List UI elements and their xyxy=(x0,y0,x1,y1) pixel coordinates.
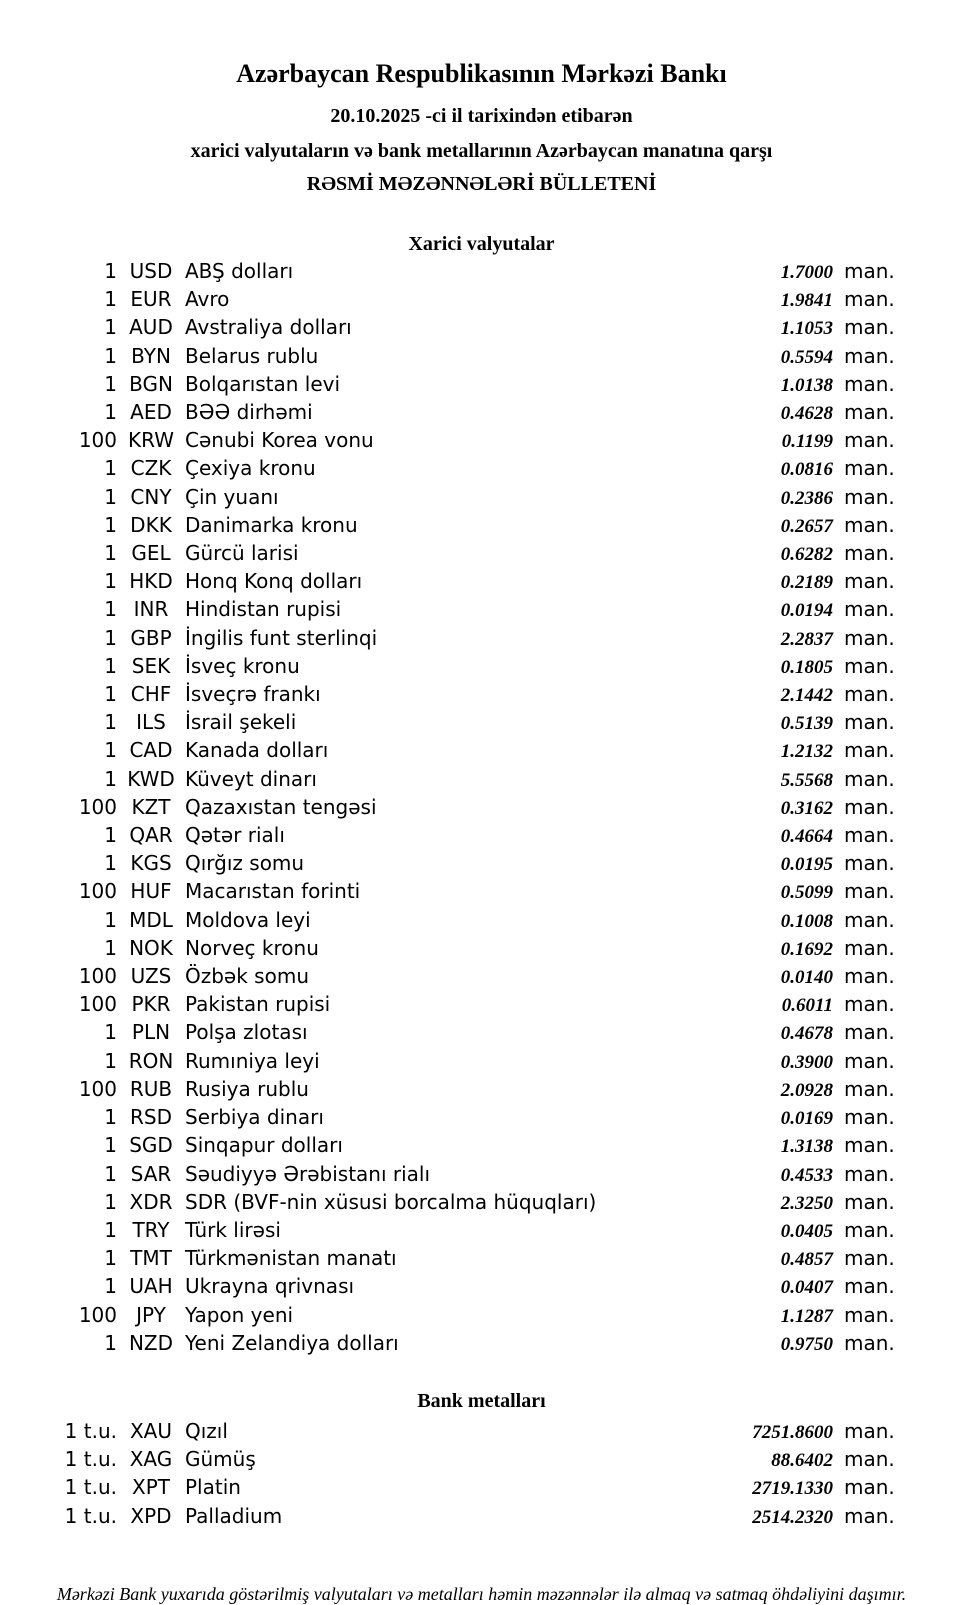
unit-cell: man. xyxy=(844,851,895,876)
quantity-cell: 1 xyxy=(104,851,117,876)
rate-value-cell: 0.0169 xyxy=(780,1108,833,1130)
quantity-cell: 1 xyxy=(104,738,117,763)
rate-row xyxy=(0,681,893,709)
currency-code-cell: KRW xyxy=(128,428,174,453)
unit-cell: man. xyxy=(844,1161,895,1186)
unit-cell: man. xyxy=(844,1217,895,1242)
quantity-cell: 1 xyxy=(104,1161,117,1186)
effective-date-line: 20.10.2025 -ci il tarixindən etibarən xyxy=(330,105,633,127)
quantity-cell: 1 xyxy=(104,456,117,481)
unit-cell: man. xyxy=(844,569,895,594)
rate-value-cell: 2.1442 xyxy=(780,685,833,707)
rate-value-cell: 0.4533 xyxy=(780,1164,833,1186)
unit-cell: man. xyxy=(844,428,895,453)
currency-code-cell: MDL xyxy=(129,907,173,932)
rate-value-cell: 0.9750 xyxy=(780,1333,833,1355)
rate-row xyxy=(0,371,893,399)
quantity-cell: 1 xyxy=(104,400,117,425)
quantity-cell: 100 xyxy=(78,879,117,904)
currency-code-cell: XPT xyxy=(132,1475,170,1500)
rate-row xyxy=(0,878,893,906)
unit-cell: man. xyxy=(844,625,895,650)
rate-row xyxy=(0,737,893,765)
unit-cell: man. xyxy=(844,1246,895,1271)
currency-code-cell: EUR xyxy=(130,287,172,312)
currency-name-cell: Cənubi Korea vonu xyxy=(185,428,374,453)
quantity-cell: 1 xyxy=(104,1048,117,1073)
currency-name-cell: Palladium xyxy=(185,1503,283,1528)
currency-name-cell: Sinqapur dolları xyxy=(185,1133,343,1158)
currency-name-cell: İsveç kronu xyxy=(185,653,300,678)
rate-value-cell: 0.0195 xyxy=(780,854,833,876)
rate-value-cell: 1.2132 xyxy=(780,741,833,763)
rate-row xyxy=(0,596,893,624)
quantity-cell: 1 xyxy=(104,1133,117,1158)
currency-code-cell: INR xyxy=(133,597,169,622)
unit-cell: man. xyxy=(844,315,895,340)
quantity-cell: 100 xyxy=(78,992,117,1017)
currency-code-cell: BGN xyxy=(129,371,173,396)
rate-row xyxy=(0,935,893,963)
rate-value-cell: 0.1199 xyxy=(781,431,833,453)
currency-name-cell: Çin yuanı xyxy=(185,484,279,509)
metals-table xyxy=(0,1418,893,1531)
currency-name-cell: Honq Konq dolları xyxy=(185,569,363,594)
rate-value-cell: 7251.8600 xyxy=(752,1421,833,1443)
rate-value-cell: 0.4857 xyxy=(780,1249,833,1271)
rate-value-cell: 0.0405 xyxy=(780,1220,833,1242)
rate-value-cell: 1.0138 xyxy=(780,374,833,396)
rate-row xyxy=(0,1418,893,1446)
unit-cell: man. xyxy=(844,1418,895,1443)
rate-row xyxy=(0,1104,893,1132)
currency-name-cell: Pakistan rupisi xyxy=(185,992,331,1017)
currency-name-cell: ABŞ dolları xyxy=(185,259,294,283)
quantity-cell: 1 t.u. xyxy=(64,1503,117,1528)
currency-name-cell: Serbiya dinarı xyxy=(185,1105,324,1130)
rate-value-cell: 2719.1330 xyxy=(752,1478,833,1500)
quantity-cell: 1 xyxy=(104,484,117,509)
unit-cell: man. xyxy=(844,1302,895,1327)
unit-cell: man. xyxy=(844,935,895,960)
unit-cell: man. xyxy=(844,653,895,678)
rate-value-cell: 0.0407 xyxy=(780,1277,833,1299)
rate-value-cell: 0.2386 xyxy=(780,487,833,509)
rate-row xyxy=(0,399,893,427)
rate-value-cell: 0.0140 xyxy=(780,967,833,989)
currency-code-cell: USD xyxy=(129,259,173,283)
quantity-cell: 100 xyxy=(78,1076,117,1101)
rate-row xyxy=(0,991,893,1019)
unit-cell: man. xyxy=(844,343,895,368)
rate-row xyxy=(0,314,893,342)
quantity-cell: 1 xyxy=(104,597,117,622)
unit-cell: man. xyxy=(844,738,895,763)
currency-code-cell: JPY xyxy=(136,1302,166,1327)
quantity-cell: 1 xyxy=(104,823,117,848)
rate-value-cell: 0.4678 xyxy=(780,1023,833,1045)
rate-value-cell: 1.9841 xyxy=(780,290,833,312)
currency-code-cell: PLN xyxy=(131,1020,171,1045)
currency-name-cell: Polşa zlotası xyxy=(185,1020,308,1045)
rate-row xyxy=(0,540,893,568)
rate-value-cell: 0.0816 xyxy=(780,459,833,481)
unit-cell: man. xyxy=(844,400,895,425)
currency-code-cell: XAU xyxy=(129,1418,173,1443)
rate-row xyxy=(0,709,893,737)
unit-cell: man. xyxy=(844,597,895,622)
rate-value-cell: 0.1805 xyxy=(780,656,833,678)
currency-name-cell: İngilis funt sterlinqi xyxy=(185,625,378,650)
unit-cell: man. xyxy=(844,766,895,791)
currency-code-cell: ILS xyxy=(136,710,166,735)
unit-cell: man. xyxy=(844,794,895,819)
quantity-cell: 1 xyxy=(104,343,117,368)
currency-code-cell: AUD xyxy=(129,315,173,340)
currency-code-cell: HKD xyxy=(129,569,173,594)
quantity-cell: 1 xyxy=(104,315,117,340)
currency-name-cell: Moldova leyi xyxy=(185,907,311,932)
document-header xyxy=(0,0,963,196)
rate-row xyxy=(0,484,893,512)
quantity-cell: 1 xyxy=(104,710,117,735)
currency-name-cell: Rumıniya leyi xyxy=(185,1048,320,1073)
currency-code-cell: KZT xyxy=(131,794,171,819)
currency-code-cell: AED xyxy=(130,400,172,425)
currency-code-cell: RSD xyxy=(130,1105,172,1130)
currency-name-cell: Danimarka kronu xyxy=(185,512,358,537)
quantity-cell: 1 xyxy=(104,1246,117,1271)
quantity-cell: 1 xyxy=(104,541,117,566)
rate-value-cell: 0.6011 xyxy=(781,995,833,1017)
rate-row xyxy=(0,1446,893,1474)
currency-code-cell: DKK xyxy=(130,512,172,537)
currency-code-cell: HUF xyxy=(130,879,172,904)
rate-value-cell: 0.1008 xyxy=(780,910,833,932)
currency-code-cell: GEL xyxy=(131,541,171,566)
rate-value-cell: 2.0928 xyxy=(780,1079,833,1101)
rate-value-cell: 0.5139 xyxy=(780,713,833,735)
rate-row xyxy=(0,258,893,286)
currency-name-cell: Səudiyyə Ərəbistanı rialı xyxy=(185,1161,431,1186)
currency-name-cell: BƏƏ dirhəmi xyxy=(185,400,313,425)
currency-name-cell: Ukrayna qrivnası xyxy=(185,1274,355,1299)
rate-row xyxy=(0,1330,893,1358)
quantity-cell: 100 xyxy=(78,428,117,453)
quantity-cell: 1 xyxy=(104,1330,117,1355)
quantity-cell: 1 xyxy=(104,1217,117,1242)
currency-name-cell: Gümüş xyxy=(185,1447,256,1472)
subject-line: xarici valyutaların və bank metallarının Azərbaycan manatına qarşı xyxy=(190,140,773,162)
currency-name-cell: Türk lirəsi xyxy=(185,1217,281,1242)
unit-cell: man. xyxy=(844,371,895,396)
rate-row xyxy=(0,1273,893,1301)
currency-code-cell: UZS xyxy=(130,964,172,989)
unit-cell: man. xyxy=(844,1503,895,1528)
rate-value-cell: 2514.2320 xyxy=(752,1506,833,1528)
rate-value-cell: 0.4664 xyxy=(780,826,833,848)
unit-cell: man. xyxy=(844,1133,895,1158)
currency-name-cell: Çexiya kronu xyxy=(185,456,316,481)
rate-row xyxy=(0,907,893,935)
rate-value-cell: 2.2837 xyxy=(780,628,833,650)
currency-name-cell: Avro xyxy=(185,287,230,312)
rate-row xyxy=(0,1302,893,1330)
unit-cell: man. xyxy=(844,1076,895,1101)
rate-row xyxy=(0,653,893,681)
rate-row xyxy=(0,343,893,371)
unit-cell: man. xyxy=(844,907,895,932)
rate-value-cell: 1.1053 xyxy=(780,318,833,340)
page-title: Azərbaycan Respublikasının Mərkəzi Bankı xyxy=(236,59,727,88)
currency-name-cell: Bolqarıstan levi xyxy=(185,371,341,396)
currency-code-cell: CZK xyxy=(130,456,172,481)
rate-row xyxy=(0,455,893,483)
currencies-table xyxy=(0,258,893,1358)
quantity-cell: 1 xyxy=(104,512,117,537)
rate-row xyxy=(0,1019,893,1047)
rate-row xyxy=(0,1245,893,1273)
rate-row xyxy=(0,1503,893,1531)
unit-cell: man. xyxy=(844,259,895,283)
rate-row xyxy=(0,1189,893,1217)
unit-cell: man. xyxy=(844,512,895,537)
currency-code-cell: QAR xyxy=(129,823,173,848)
currency-code-cell: PKR xyxy=(131,992,171,1017)
currency-code-cell: KWD xyxy=(127,766,175,791)
unit-cell: man. xyxy=(844,456,895,481)
quantity-cell: 100 xyxy=(78,964,117,989)
currency-code-cell: CAD xyxy=(129,738,173,763)
quantity-cell: 1 xyxy=(104,682,117,707)
currency-code-cell: CHF xyxy=(130,682,172,707)
quantity-cell: 1 xyxy=(104,287,117,312)
unit-cell: man. xyxy=(844,1330,895,1355)
currency-code-cell: RON xyxy=(128,1048,174,1073)
rate-row xyxy=(0,963,893,991)
rate-row xyxy=(0,286,893,314)
quantity-cell: 1 xyxy=(104,1105,117,1130)
unit-cell: man. xyxy=(844,1105,895,1130)
quantity-cell: 1 xyxy=(104,653,117,678)
unit-cell: man. xyxy=(844,1048,895,1073)
unit-cell: man. xyxy=(844,541,895,566)
currency-name-cell: Kanada dolları xyxy=(185,738,329,763)
unit-cell: man. xyxy=(844,964,895,989)
currencies-section-heading: Xarici valyutalar xyxy=(408,233,555,255)
currency-name-cell: SDR (BVF-nin xüsusi borcalma hüquqları) xyxy=(185,1189,597,1214)
quantity-cell: 1 xyxy=(104,907,117,932)
quantity-cell: 1 xyxy=(104,1189,117,1214)
rate-value-cell: 1.3138 xyxy=(780,1136,833,1158)
metals-section-heading: Bank metalları xyxy=(417,1389,546,1412)
quantity-cell: 1 xyxy=(104,1274,117,1299)
currency-code-cell: SEK xyxy=(131,653,171,678)
rate-value-cell: 1.1287 xyxy=(780,1305,833,1327)
quantity-cell: 1 t.u. xyxy=(64,1475,117,1500)
rate-value-cell: 0.2657 xyxy=(780,515,833,537)
rate-row xyxy=(0,1161,893,1189)
rate-row xyxy=(0,766,893,794)
bulletin-title: RƏSMİ MƏZƏNNƏLƏRİ BÜLLETENİ xyxy=(306,173,657,195)
quantity-cell: 1 xyxy=(104,569,117,594)
rate-row xyxy=(0,625,893,653)
rate-value-cell: 0.2189 xyxy=(780,572,833,594)
currency-name-cell: Qırğız somu xyxy=(185,851,305,876)
currency-name-cell: Avstraliya dolları xyxy=(185,315,352,340)
currency-code-cell: XDR xyxy=(129,1189,173,1214)
rate-row xyxy=(0,568,893,596)
unit-cell: man. xyxy=(844,710,895,735)
quantity-cell: 1 t.u. xyxy=(64,1418,117,1443)
rate-value-cell: 5.5568 xyxy=(780,769,833,791)
rate-row xyxy=(0,1474,893,1502)
rate-value-cell: 0.0194 xyxy=(780,600,833,622)
unit-cell: man. xyxy=(844,1274,895,1299)
currency-code-cell: BYN xyxy=(131,343,171,368)
currency-code-cell: SAR xyxy=(130,1161,172,1186)
unit-cell: man. xyxy=(844,484,895,509)
footer-note: Mərkəzi Bank yuxarıda göstərilmiş valyutaları və metalları həmin məzənnələr ilə almaq və satmaq öhdəliyini daşımır. xyxy=(56,1583,907,1604)
currency-name-cell: Qazaxıstan tengəsi xyxy=(185,794,377,819)
unit-cell: man. xyxy=(844,823,895,848)
currency-name-cell: Özbək somu xyxy=(185,964,309,989)
quantity-cell: 100 xyxy=(78,794,117,819)
quantity-cell: 1 xyxy=(104,1020,117,1045)
quantity-cell: 100 xyxy=(78,1302,117,1327)
currency-code-cell: UAH xyxy=(129,1274,173,1299)
rate-value-cell: 0.5594 xyxy=(780,346,833,368)
currency-code-cell: XAG xyxy=(129,1447,173,1472)
rate-value-cell: 0.4628 xyxy=(780,403,833,425)
currency-name-cell: Macarıstan forinti xyxy=(185,879,361,904)
rate-value-cell: 2.3250 xyxy=(780,1192,833,1214)
rate-row xyxy=(0,1132,893,1160)
currency-code-cell: XPD xyxy=(130,1503,172,1528)
currency-name-cell: Türkmənistan manatı xyxy=(185,1246,397,1271)
currency-code-cell: TMT xyxy=(130,1246,172,1271)
rate-row xyxy=(0,1076,893,1104)
currency-name-cell: İsveçrə frankı xyxy=(185,682,321,707)
currency-name-cell: Norveç kronu xyxy=(185,935,319,960)
currency-name-cell: Hindistan rupisi xyxy=(185,597,342,622)
currency-code-cell: GBP xyxy=(130,625,172,650)
rate-value-cell: 0.5099 xyxy=(780,882,833,904)
currency-name-cell: İsrail şekeli xyxy=(185,710,297,735)
currency-name-cell: Belarus rublu xyxy=(185,343,319,368)
rate-row xyxy=(0,427,893,455)
currency-code-cell: SGD xyxy=(129,1133,173,1158)
currency-name-cell: Platin xyxy=(185,1475,241,1500)
currency-name-cell: Küveyt dinarı xyxy=(185,766,317,791)
unit-cell: man. xyxy=(844,1020,895,1045)
currency-name-cell: Yapon yeni xyxy=(185,1302,294,1327)
unit-cell: man. xyxy=(844,1475,895,1500)
currency-name-cell: Qətər rialı xyxy=(185,823,285,848)
currency-code-cell: KGS xyxy=(130,851,172,876)
unit-cell: man. xyxy=(844,287,895,312)
rate-value-cell: 1.7000 xyxy=(780,262,833,283)
currency-name-cell: Yeni Zelandiya dolları xyxy=(185,1330,399,1355)
rate-row xyxy=(0,1217,893,1245)
currency-code-cell: TRY xyxy=(132,1217,170,1242)
currency-code-cell: CNY xyxy=(130,484,172,509)
rate-value-cell: 0.3900 xyxy=(780,1051,833,1073)
unit-cell: man. xyxy=(844,1189,895,1214)
unit-cell: man. xyxy=(844,1447,895,1472)
rate-value-cell: 88.6402 xyxy=(771,1450,833,1472)
unit-cell: man. xyxy=(844,879,895,904)
quantity-cell: 1 xyxy=(104,371,117,396)
quantity-cell: 1 xyxy=(104,625,117,650)
quantity-cell: 1 t.u. xyxy=(64,1447,117,1472)
quantity-cell: 1 xyxy=(104,935,117,960)
rate-row xyxy=(0,512,893,540)
rate-row xyxy=(0,1048,893,1076)
unit-cell: man. xyxy=(844,992,895,1017)
rate-value-cell: 0.3162 xyxy=(780,797,833,819)
unit-cell: man. xyxy=(844,682,895,707)
quantity-cell: 1 xyxy=(104,766,117,791)
rate-value-cell: 0.6282 xyxy=(780,544,833,566)
rate-row xyxy=(0,794,893,822)
currency-name-cell: Qızıl xyxy=(185,1418,228,1443)
rate-value-cell: 0.1692 xyxy=(780,938,833,960)
currency-code-cell: NZD xyxy=(128,1330,174,1355)
currency-code-cell: NOK xyxy=(129,935,173,960)
currency-name-cell: Gürcü larisi xyxy=(185,541,299,566)
currency-name-cell: Rusiya rublu xyxy=(185,1076,309,1101)
quantity-cell: 1 xyxy=(104,259,117,283)
rate-row xyxy=(0,850,893,878)
rate-row xyxy=(0,822,893,850)
currency-code-cell: RUB xyxy=(129,1076,173,1101)
